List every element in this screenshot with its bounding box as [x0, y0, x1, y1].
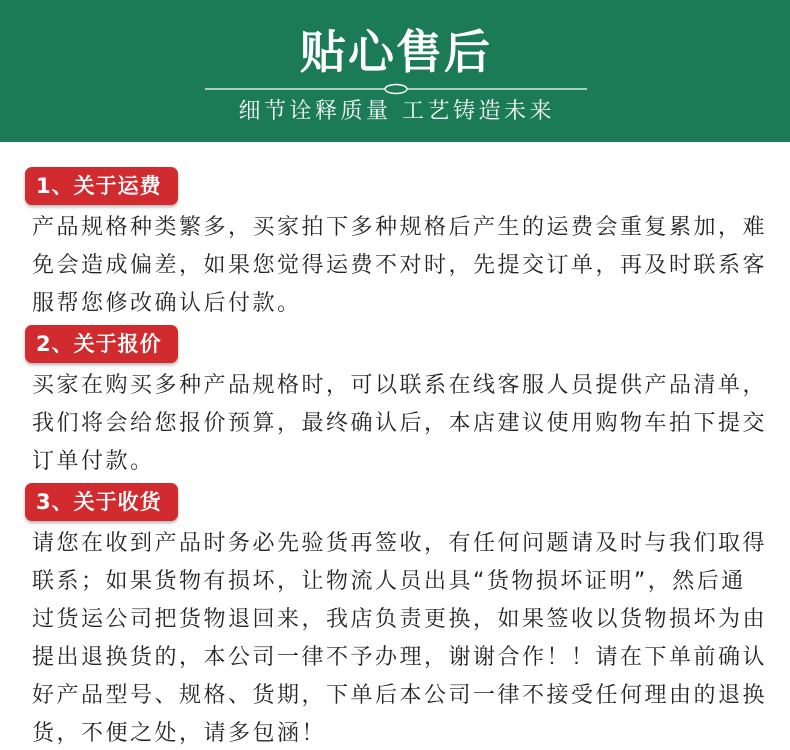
header-divider — [205, 82, 587, 96]
section-label: 2、关于报价 — [25, 325, 178, 363]
section-body — [32, 530, 780, 748]
section-text-line: 买家在购买多种产品规格时，可以联系在线客服人员提供产品清单， — [32, 373, 768, 398]
page-title: 贴心售后 — [300, 25, 492, 79]
section-receiving-goods — [25, 483, 785, 748]
page-header — [0, 0, 790, 142]
section-text-line: 提出退换货的，本公司一律不予办理，谢谢合作！！请在下单前确认 — [32, 645, 768, 670]
section-quotation — [25, 325, 785, 476]
section-shipping-fee — [25, 167, 785, 318]
section-text-line: 货，不便之处，请多包涵！ — [32, 721, 327, 746]
section-text-line: 服帮您修改确认后付款。 — [32, 291, 302, 316]
divider-ornament-icon — [385, 85, 407, 94]
policy-content — [25, 167, 785, 748]
section-text-line: 好产品型号、规格、货期，下单后本公司一律不接受任何理由的退换 — [32, 683, 768, 708]
section-text-line: 我们将会给您报价预算，最终确认后，本店建议使用购物车拍下提交 — [32, 411, 768, 436]
section-text-line: 过货运公司把货物退回来，我店负责更换，如果签收以货物损坏为由 — [32, 607, 768, 632]
section-body — [32, 214, 780, 318]
section-label: 3、关于收货 — [25, 483, 178, 521]
section-text-line: 请您在收到产品时务必先验货再签收，有任何问题请及时与我们取得 — [32, 531, 768, 556]
section-text-line: 订单付款。 — [32, 449, 155, 474]
section-text-line: 产品规格种类繁多，买家拍下多种规格后产生的运费会重复累加，难 — [32, 215, 768, 240]
section-text-line: 免会造成偏差，如果您觉得运费不对时，先提交订单，再及时联系客 — [32, 253, 768, 278]
section-text-line: 联系；如果货物有损坏，让物流人员出具“货物损坏证明”，然后通 — [32, 569, 746, 594]
section-body — [32, 372, 780, 476]
page-subtitle: 细节诠释质量 工艺铸造未来 — [238, 99, 555, 124]
section-label: 1、关于运费 — [25, 167, 178, 205]
